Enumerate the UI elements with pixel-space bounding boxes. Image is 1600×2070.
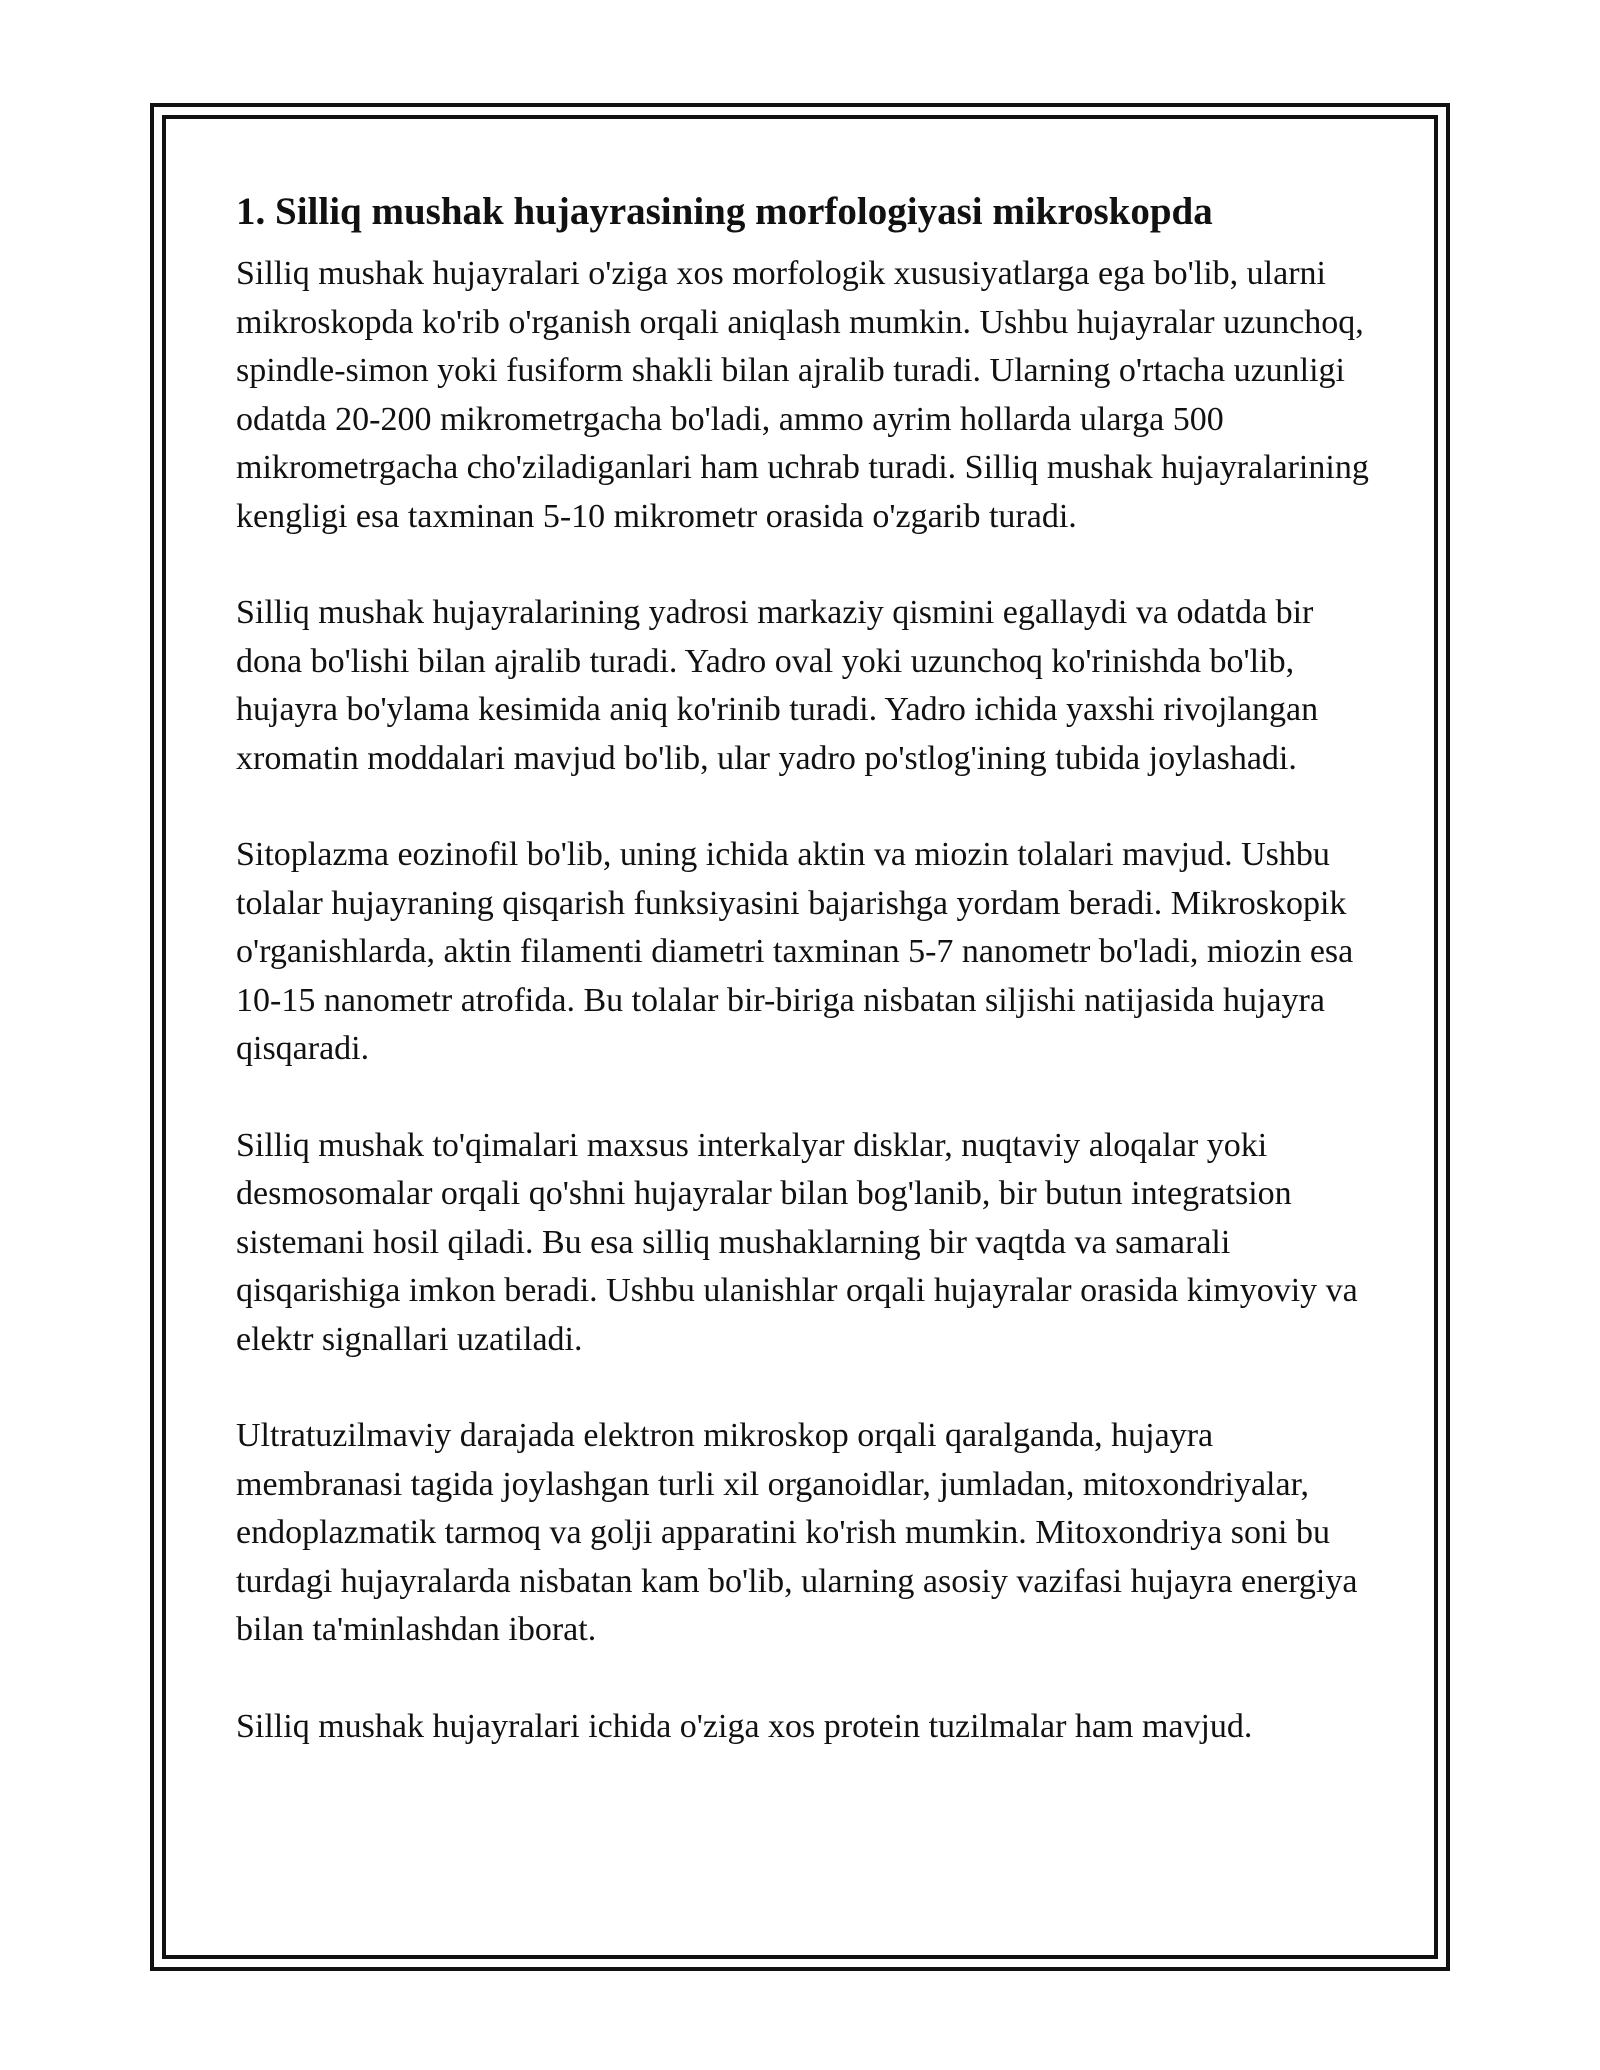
paragraph-connections: Silliq mushak to'qimalari maxsus interkalyar disklar, nuqtaviy aloqalar yoki desmosomalar orqali qo'shni hujayralar bilan bog'lanib, bir butun integratsion sistemani hosil qiladi. Bu esa silliq mushaklarning bir vaqtda va samarali qisqarishiga imkon beradi. Ushbu ulanishlar orqali hujayralar orasida kimyoviy va elektr signallari uzatiladi. [236, 1126, 1358, 1358]
paragraph-cytoplasm: Sitoplazma eozinofil bo'lib, uning ichida aktin va miozin tolalari mavjud. Ushbu tolalar hujayraning qisqarish funksiyasini bajarishga yordam beradi. Mikroskopik o'rganishlarda, aktin filamenti diametri taxminan 5-7 nanometr bo'ladi, miozin esa 10-15 nanometr atrofida. Bu tolalar bir-biriga nisbatan siljishi natijasida hujayra qisqaradi. [236, 836, 1354, 1067]
paragraph-proteins: Silliq mushak hujayralari ichida o'ziga xos protein tuzilmalar ham mavjud. [236, 1707, 1253, 1745]
paragraph-morphology: Silliq mushak hujayralari o'ziga xos morfologik xususiyatlarga ega bo'lib, ularni mikroskopda ko'rib o'rganish orqali aniqlash mumkin. Ushbu hujayralar uzunchoq, spindle-simon yoki fusiform shakli bilan ajralib turadi. Ularning o'rtacha uzunligi odatda 20-200 mikrometrgacha bo'ladi, ammo ayrim hollarda ularga 500 mikrometrgacha cho'ziladiganlari ham uchrab turadi. Silliq mushak hujayralarining kengligi esa taxminan 5-10 mikrometr orasida o'zgarib turadi. [236, 255, 1369, 535]
document-body [236, 188, 1376, 1751]
section-title: 1. Silliq mushak hujayrasining morfologiyasi mikroskopda [236, 190, 1213, 233]
paragraph-ultrastructure: Ultratuzilmaviy darajada elektron mikroskop orqali qaralganda, hujayra membranasi tagida joylashgan turli xil organoidlar, jumladan, mitoxondriyalar, endoplazmatik tarmoq va golji apparatini ko'rish mumkin. Mitoxondriya soni bu turdagi hujayralarda nisbatan kam bo'lib, ularning asosiy vazifasi hujayra energiya bilan ta'minlashdan iborat. [236, 1417, 1358, 1648]
paragraph-nucleus: Silliq mushak hujayralarining yadrosi markaziy qismini egallaydi va odatda bir dona bo'lishi bilan ajralib turadi. Yadro oval yoki uzunchoq ko'rinishda bo'lib, hujayra bo'ylama kesimida aniq ko'rinib turadi. Yadro ichida yaxshi rivojlangan xromatin moddalari mavjud bo'lib, ular yadro po'stlog'ining tubida joylashadi. [236, 594, 1319, 777]
